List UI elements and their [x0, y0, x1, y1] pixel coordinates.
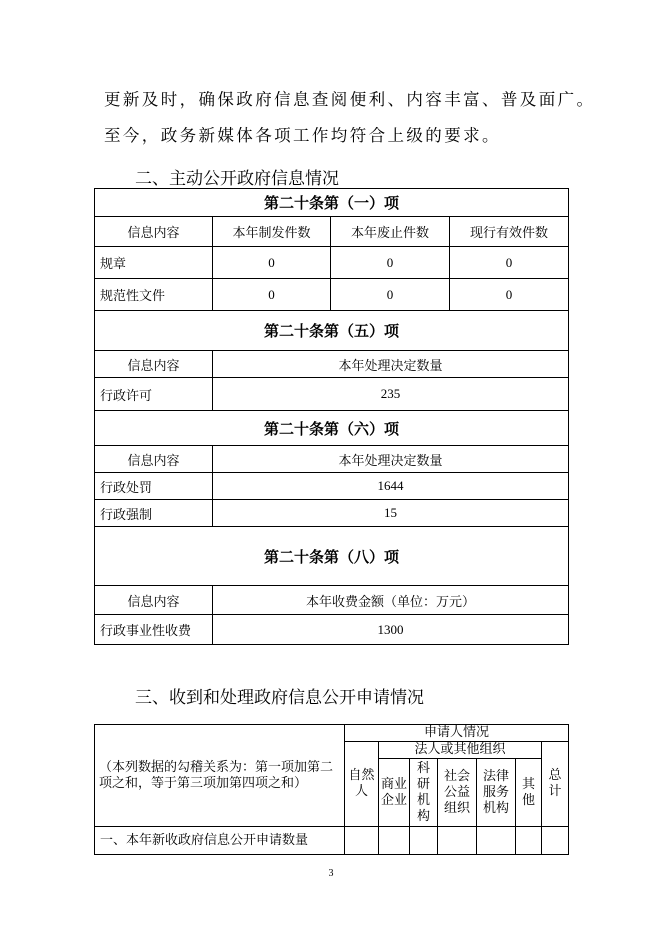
cell-value: 1300 [213, 615, 569, 645]
cell-value: 235 [213, 378, 569, 411]
article-title: 第二十条第（八）项 [95, 527, 569, 586]
table-cell [379, 827, 410, 855]
body-text-line: 更新及时，确保政府信息查阅便利、内容丰富、普及面广。 [104, 90, 596, 109]
cell-value: 0 [331, 279, 450, 311]
column-header: 信息内容 [95, 446, 213, 473]
active-disclosure-table [94, 188, 569, 645]
column-header: 本年收费金额（单位：万元） [213, 586, 569, 615]
row-label: 规范性文件 [95, 279, 213, 311]
page-number: 3 [328, 868, 334, 879]
table-cell [477, 827, 516, 855]
table-cell [345, 827, 379, 855]
column-header: 信息内容 [95, 351, 213, 378]
article-title: 第二十条第（五）项 [95, 311, 569, 351]
column-header: 本年制发件数 [213, 217, 331, 247]
cell-value: 1644 [213, 473, 569, 500]
cell-value: 0 [331, 247, 450, 279]
column-header: 科研机构 [410, 759, 438, 827]
column-header: 社会公益组织 [438, 759, 477, 827]
column-header: 法律服务机构 [477, 759, 516, 827]
table-cell [438, 827, 477, 855]
column-note: （本列数据的勾稽关系为：第一项加第二项之和，等于第三项加第四项之和） [95, 725, 345, 827]
cell-value: 0 [213, 279, 331, 311]
column-header: 商业企业 [379, 759, 410, 827]
column-header: 总计 [542, 742, 569, 827]
table-cell [516, 827, 542, 855]
column-header: 本年处理决定数量 [213, 351, 569, 378]
section-heading: 二、主动公开政府信息情况 [135, 169, 339, 189]
column-header: 信息内容 [95, 586, 213, 615]
row-label: 行政强制 [95, 500, 213, 527]
cell-value: 0 [450, 279, 569, 311]
section-heading: 三、收到和处理政府信息公开申请情况 [135, 688, 424, 708]
legal-org-header: 法人或其他组织 [379, 742, 542, 759]
article-title: 第二十条第（一）项 [95, 189, 569, 217]
row-label: 行政处罚 [95, 473, 213, 500]
row-label: 行政许可 [95, 378, 213, 411]
applicant-header: 申请人情况 [345, 725, 569, 742]
column-header: 现行有效件数 [450, 217, 569, 247]
column-header: 自然人 [345, 742, 379, 827]
row-label: 行政事业性收费 [95, 615, 213, 645]
column-header: 本年处理决定数量 [213, 446, 569, 473]
body-text-line: 至今，政务新媒体各项工作均符合上级的要求。 [104, 126, 501, 145]
cell-value: 15 [213, 500, 569, 527]
column-header: 本年废止件数 [331, 217, 450, 247]
article-title: 第二十条第（六）项 [95, 411, 569, 446]
table-cell [410, 827, 438, 855]
row-label: 一、本年新收政府信息公开申请数量 [95, 827, 345, 855]
column-header: 其他 [516, 759, 542, 827]
table-cell [542, 827, 569, 855]
column-header: 信息内容 [95, 217, 213, 247]
row-label: 规章 [95, 247, 213, 279]
cell-value: 0 [450, 247, 569, 279]
application-stats-table [94, 724, 569, 855]
cell-value: 0 [213, 247, 331, 279]
